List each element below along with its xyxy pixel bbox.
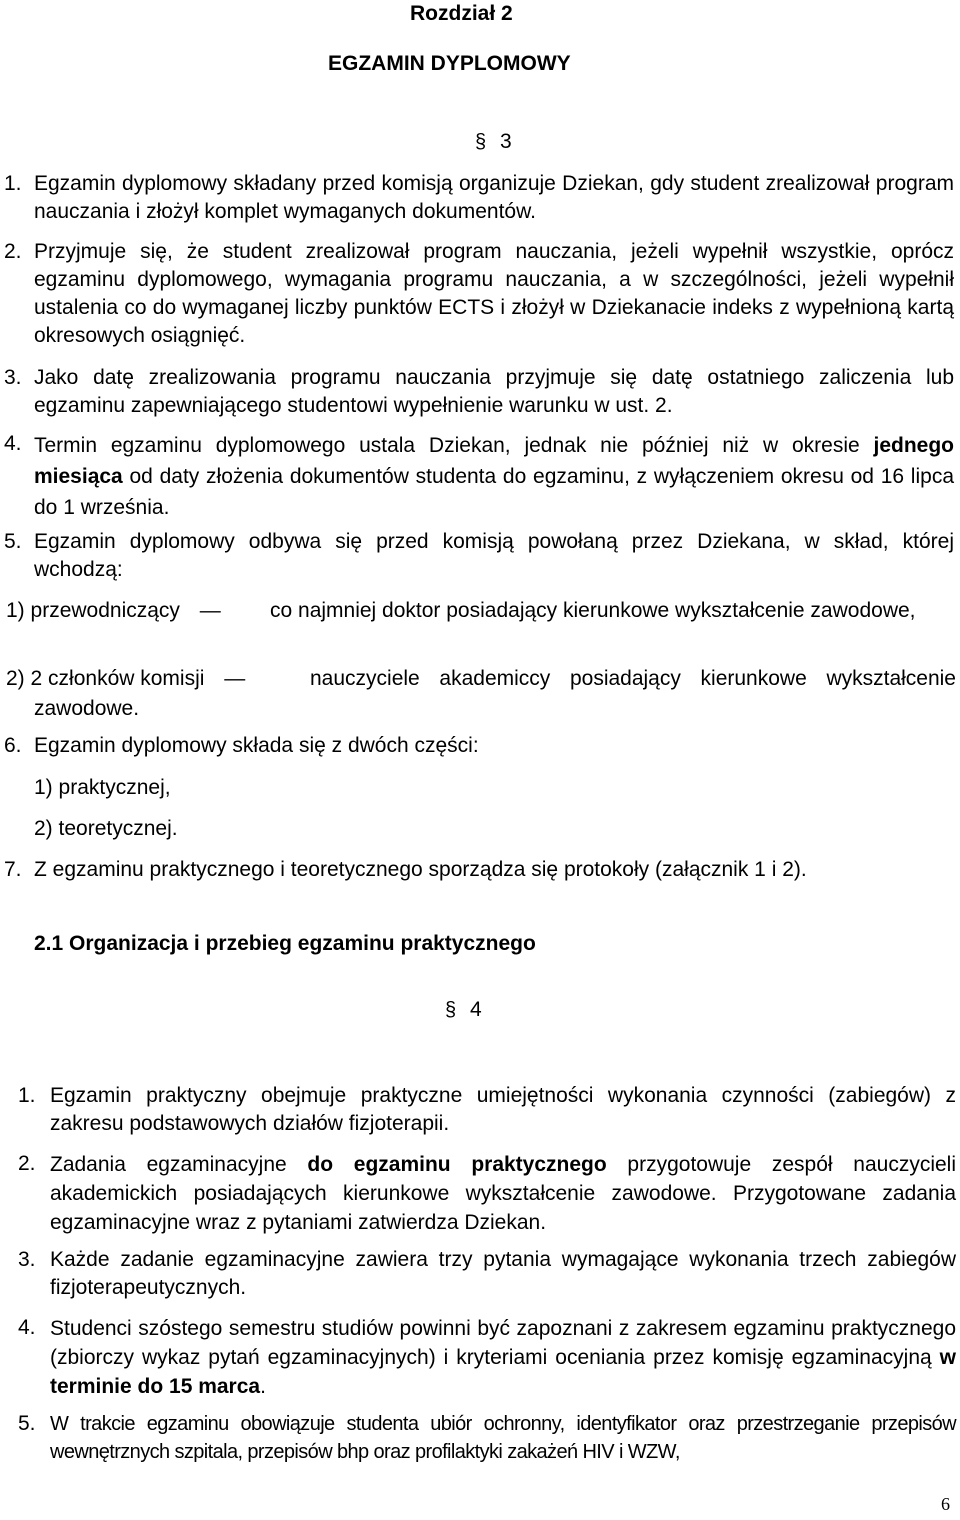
committee-role: 2 członków komisji [30,667,205,690]
list-item-number: 2. [18,1152,36,1175]
list-item [34,815,178,843]
list-item-number: 3. [18,1248,36,1271]
chapter-subtitle: EGZAMIN DYPLOMOWY [328,52,571,75]
section-number: 3 [499,130,512,153]
committee-role: przewodniczący [30,599,180,622]
list-item-number: 2. [4,240,22,263]
list-item-text: Jako datę zrealizowania programu nauczania przyjmuje się datę ostatniego zaliczenia lub egzaminu zapewniającego studentowi wypełnienie warunku w ust. 2. [34,366,954,417]
bold-text: w terminie do 15 marca [50,1346,956,1398]
list-item-number: 3. [4,366,22,389]
subsection-title: 2.1 Organizacja i przebieg egzaminu praktycznego [34,932,536,955]
text-segment: Termin egzaminu dyplomowego ustala Dziekan, jednak nie później niż w okresie [34,434,860,457]
list-item-number: 4. [4,432,22,455]
section-number: 4 [469,998,482,1021]
text-segment: Studenci szóstego semestru studiów powinni być zapoznani z zakresem egzaminu praktycznego (zbiorczy wykaz pytań egzaminacyjnych) i kryteriami oceniania przez komisję egzaminacyjną [50,1317,956,1369]
list-item [34,774,171,802]
list-item-number: 7. [4,858,22,881]
committee-number: 1) [6,599,25,622]
list-item-number: 4. [18,1316,36,1339]
committee-desc: nauczyciele akademiccy posiadający kierunkowe wykształcenie zawodowe. [34,667,956,720]
list-item-number: 1. [4,172,22,195]
page-number: 6 [941,1494,950,1514]
bold-text: do egzaminu praktycznego [307,1153,607,1176]
part-text: teoretycznej. [58,817,178,840]
list-item-text: Egzamin dyplomowy składa się z dwóch części: [34,734,479,757]
section-4-heading [445,998,482,1022]
section-3-heading [475,130,512,154]
list-item-text: W trakcie egzaminu obowiązuje studenta ubiór ochronny, identyfikator oraz przestrzeganie przepisów wewnętrznych szpitala, przepisów bhp oraz profilaktyki zakażeń HIV i WZW, [50,1413,956,1463]
part-number: 2) [34,817,53,840]
list-item-number: 5. [18,1412,36,1435]
section-sign: § [475,131,487,153]
text-segment: od daty złożenia dokumentów studenta do egzaminu, z wyłączeniem okresu od 16 lipca do 1 września. [34,465,954,519]
list-item-text: Egzamin dyplomowy składany przed komisją organizuje Dziekan, gdy student zrealizował program nauczania i złożył komplet wymaganych dokumentów. [34,172,954,223]
bold-text: jednego miesiąca [34,434,954,488]
committee-number: 2) [6,667,25,690]
text-segment: . [260,1375,266,1398]
dash: — [199,599,221,622]
list-item-text: Przyjmuje się, że student zrealizował program nauczania, jeżeli wypełnił wszystkie, oprócz egzaminu dyplomowego, wymagania programu nauczania, a w szczególności, jeżeli wypełnił ustalenia co do wymaganej liczby punktów ECTS i złożył w Dziekanacie indeks z wypełnioną kartą okresowych osiągnięć. [34,240,954,347]
chapter-title: Rozdział 2 [410,2,513,25]
list-item-number: 6. [4,734,22,757]
list-item-text [34,430,954,523]
list-item-text: Egzamin dyplomowy odbywa się przed komisją powołaną przez Dziekana, w skład, której wchodzą: [34,530,954,581]
committee-desc: co najmniej doktor posiadający kierunkowe wykształcenie zawodowe, [270,599,916,622]
list-item-text: Z egzaminu praktycznego i teoretycznego sporządza się protokoły (załącznik 1 i 2). [34,858,807,881]
list-item-text: Egzamin praktyczny obejmuje praktyczne umiejętności wykonania czynności (zabiegów) z zakresu podstawowych działów fizjoterapii. [50,1084,956,1135]
text-segment: Zadania egzaminacyjne [50,1153,287,1176]
list-item-number: 5. [4,530,22,553]
part-text: praktycznej, [58,776,171,799]
part-number: 1) [34,776,53,799]
list-item-text [50,1150,956,1237]
dash: — [224,667,246,690]
section-sign: § [445,999,457,1021]
list-item-text [50,1314,956,1401]
list-item-number: 1. [18,1084,36,1107]
text-segment: przygotowuje zespół nauczycieli akademickich posiadających kierunkowe wykształcenie zawodowe. Przygotowane zadania egzaminacyjne wraz z pytaniami zatwierdza Dziekan. [50,1153,956,1234]
list-item-text: Każde zadanie egzaminacyjne zawiera trzy pytania wymagające wykonania trzech zabiegów fizjoterapeutycznych. [50,1248,956,1299]
